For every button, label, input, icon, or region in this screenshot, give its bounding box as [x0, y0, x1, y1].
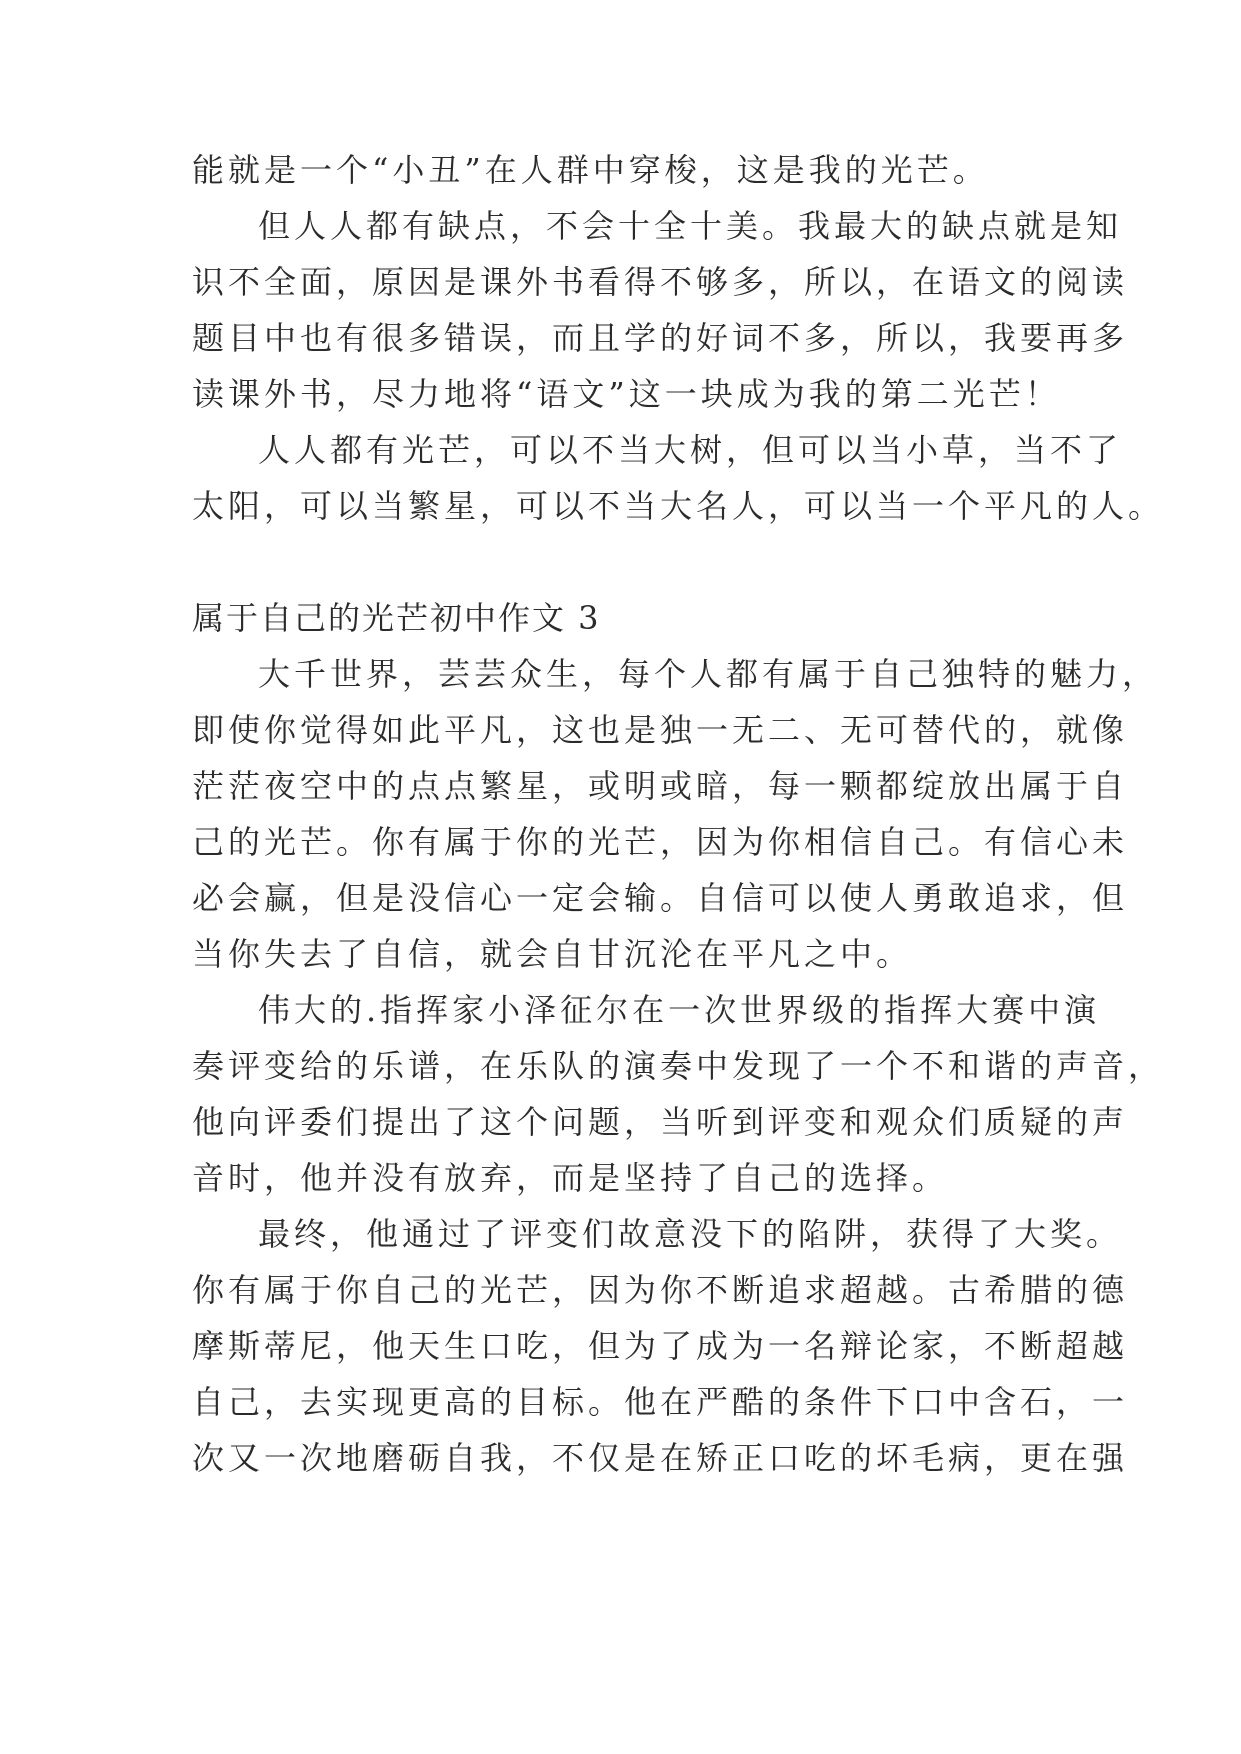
text-line: 读课外书，尽力地将“语文”这一块成为我的第二光芒！ — [192, 375, 1061, 413]
text-line: 次又一次地磨砺自我，不仅是在矫正口吃的坏毛病，更在强 — [192, 1439, 1129, 1477]
text-line: 即使你觉得如此平凡，这也是独一无二、无可替代的，就像 — [192, 711, 1129, 749]
text-line: 摩斯蒂尼，他天生口吃，但为了成为一名辩论家，不断超越 — [192, 1327, 1129, 1365]
text-line: 识不全面，原因是课外书看得不够多，所以，在语文的阅读 — [192, 263, 1129, 301]
text-line: 最终，他通过了评变们故意没下的陷阱，获得了大奖。 — [258, 1215, 1123, 1253]
text-line: 但人人都有缺点，不会十全十美。我最大的缺点就是知 — [258, 207, 1123, 245]
text-line: 必会赢，但是没信心一定会输。自信可以使人勇敢追求，但 — [192, 879, 1129, 917]
text-line: 人人都有光芒，可以不当大树，但可以当小草，当不了 — [258, 431, 1123, 469]
text-line: 奏评变给的乐谱，在乐队的演奏中发现了一个不和谐的声音， — [192, 1047, 1165, 1085]
text-line: 当你失去了自信，就会自甘沉沦在平凡之中。 — [192, 935, 913, 973]
text-line: 你有属于你自己的光芒，因为你不断追求超越。古希腊的德 — [192, 1271, 1129, 1309]
text-line: 音时，他并没有放弃，而是坚持了自己的选择。 — [192, 1159, 949, 1197]
text-line: 自己，去实现更高的目标。他在严酷的条件下口中含石，一 — [192, 1383, 1129, 1421]
text-line: 己的光芒。你有属于你的光芒，因为你相信自己。有信心未 — [192, 823, 1129, 861]
text-line: 题目中也有很多错误，而且学的好词不多，所以，我要再多 — [192, 319, 1129, 357]
text-line: 大千世界，芸芸众生，每个人都有属于自己独特的魅力， — [258, 655, 1159, 693]
text-line: 伟大的.指挥家小泽征尔在一次世界级的指挥大赛中演 — [258, 991, 1101, 1029]
text-line: 太阳，可以当繁星，可以不当大名人，可以当一个平凡的人。 — [192, 487, 1165, 525]
text-line: 他向评委们提出了这个问题，当听到评变和观众们质疑的声 — [192, 1103, 1129, 1141]
text-line: 茫茫夜空中的点点繁星，或明或暗，每一颗都绽放出属于自 — [192, 767, 1129, 805]
section-heading: 属于自己的光芒初中作文 3 — [192, 599, 601, 637]
text-line: 能就是一个“小丑”在人群中穿梭，这是我的光芒。 — [192, 151, 989, 189]
